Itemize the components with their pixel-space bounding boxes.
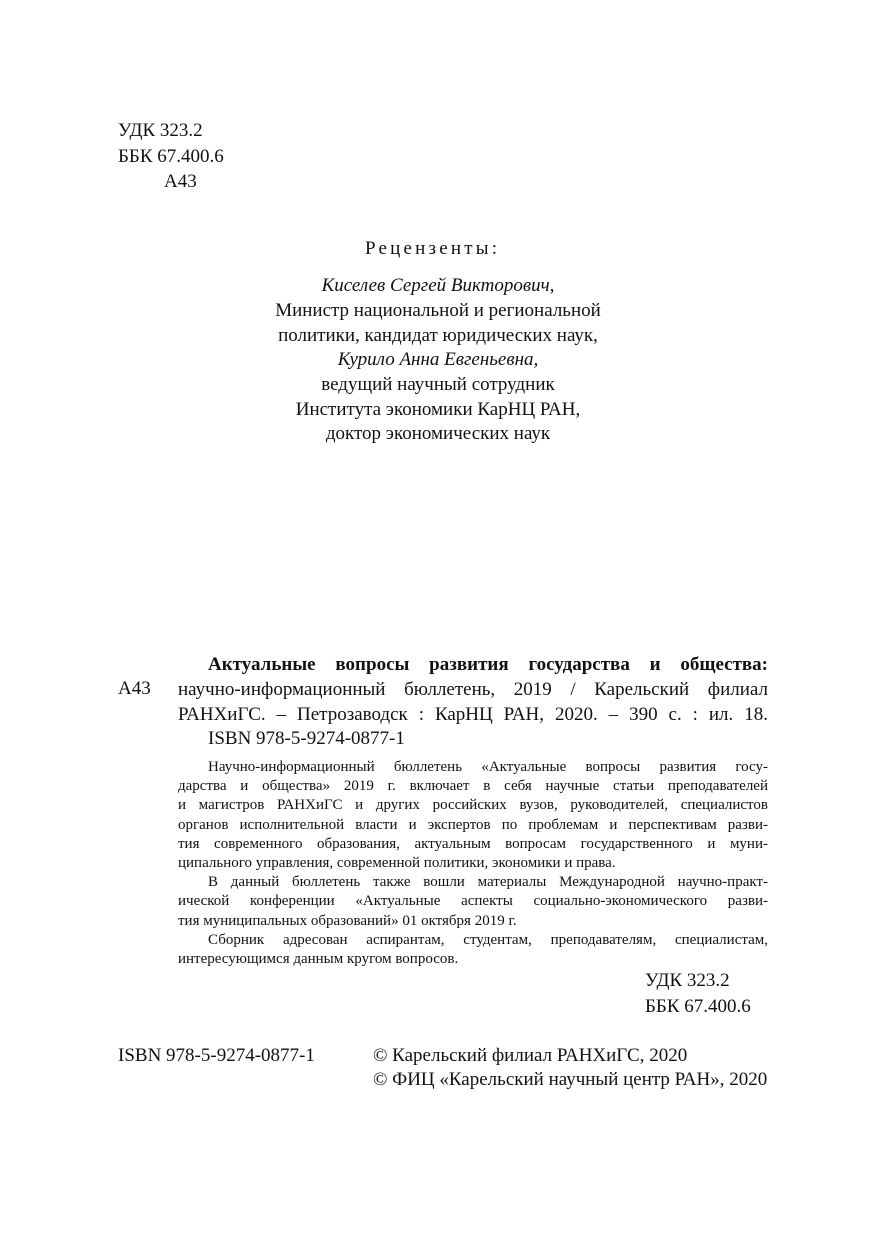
annotation-line: органов исполнительной власти и экспертов по проблемам и перспективам разви- bbox=[178, 816, 768, 833]
reviewer-name: Киселев Сергей Викторович, bbox=[321, 275, 555, 296]
annotation-udk: УДК 323.2 bbox=[645, 970, 730, 991]
annotation-line: дарства и общества» 2019 г. включает в себя научные статьи преподавателей bbox=[178, 778, 768, 795]
reviewer-position: политики, кандидат юридических наук, bbox=[278, 325, 598, 346]
bbk-code: ББК 67.400.6 bbox=[118, 146, 224, 167]
annotation-line: тия муниципальных образований» 01 октября 2019 г. bbox=[178, 912, 517, 929]
author-mark: А43 bbox=[164, 171, 197, 192]
annotation-line: В данный бюллетень также вошли материалы Международной научно-практ- bbox=[208, 874, 768, 891]
reviewer-position: Института экономики КарНЦ РАН, bbox=[295, 399, 581, 420]
reviewer-position: ведущий научный сотрудник bbox=[321, 374, 555, 395]
record-line: научно-информационный бюллетень, 2019 / Карельский филиал bbox=[178, 679, 768, 700]
annotation-line: Научно-информационный бюллетень «Актуальные вопросы развития госу- bbox=[208, 759, 768, 775]
copyright-line: © Карельский филиал РАНХиГС, 2020 bbox=[373, 1045, 688, 1066]
record-line: РАНХиГС. – Петрозаводск : КарНЦ РАН, 2020. – 390 с. : ил. 18. bbox=[178, 704, 768, 725]
annotation-bbk: ББК 67.400.6 bbox=[645, 996, 751, 1017]
record-isbn: ISBN 978-5-9274-0877-1 bbox=[208, 728, 405, 749]
annotation-line: ической конференции «Актуальные аспекты социально-экономического разви- bbox=[178, 893, 768, 910]
annotation-line: Сборник адресован аспирантам, студентам, преподавателям, специалистам, bbox=[208, 931, 768, 948]
annotation-line: и магистров РАНХиГС и других российских вузов, руководителей, специалистов bbox=[178, 797, 768, 814]
annotation-line: тия современного образования, актуальным вопросам государственного и муни- bbox=[178, 835, 768, 852]
annotation-line: ципального управления, современной политики, экономики и права. bbox=[178, 855, 616, 872]
annotation bbox=[178, 758, 768, 969]
udk-code: УДК 323.2 bbox=[118, 120, 203, 141]
annotation-line: интересующимся данным кругом вопросов. bbox=[178, 951, 459, 968]
reviewer-name: Курило Анна Евгеньевна, bbox=[337, 349, 539, 370]
reviewer-position: Министр национальной и региональной bbox=[275, 300, 601, 321]
bibliographic-record bbox=[178, 652, 768, 727]
footer-isbn: ISBN 978-5-9274-0877-1 bbox=[118, 1045, 315, 1066]
record-author-mark: А43 bbox=[118, 678, 151, 699]
reviewer-degree: доктор экономических наук bbox=[325, 423, 551, 444]
copyright-line: © ФИЦ «Карельский научный центр РАН», 2020 bbox=[373, 1069, 768, 1090]
reviewers-heading: Рецензенты: bbox=[365, 238, 501, 259]
record-title: Актуальные вопросы развития государства и общества: bbox=[208, 654, 768, 675]
